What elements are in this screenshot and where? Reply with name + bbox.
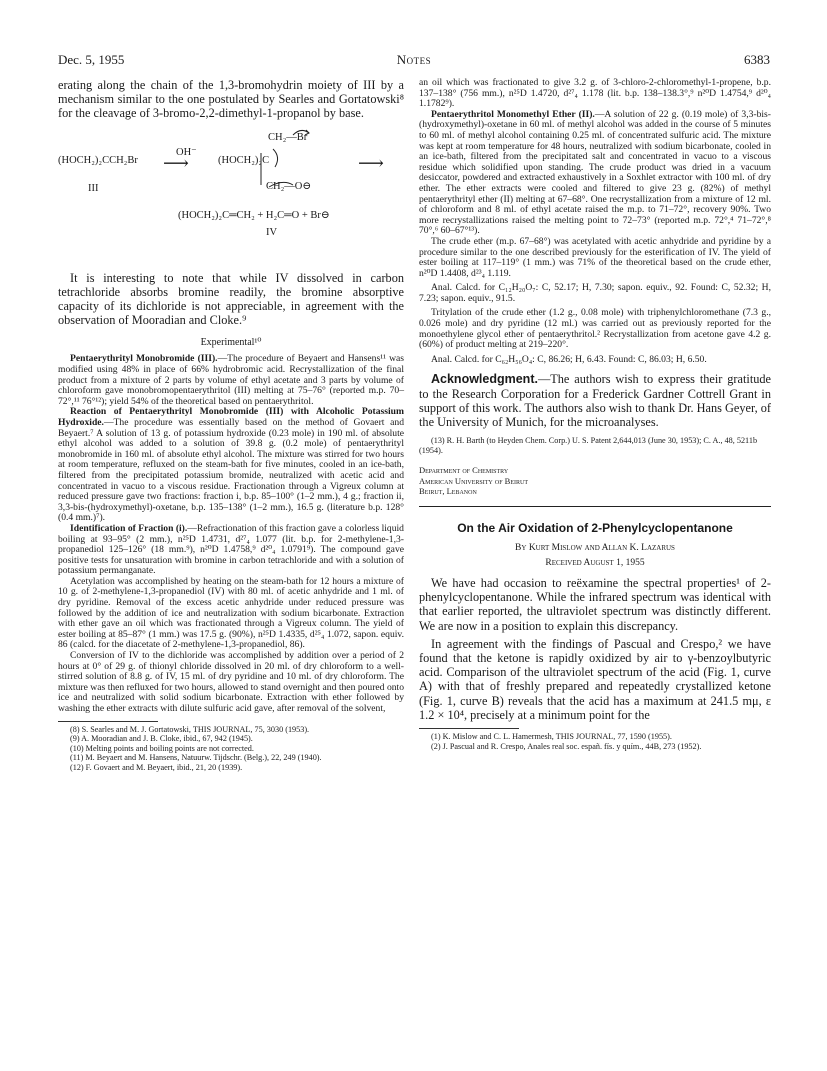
- article-authors: By Kurt Mislow and Allan K. Lazarus: [515, 542, 675, 553]
- analysis-2: Anal. Calcd. for C₆₂H₅₆O₄: C, 86.26; H, 6.43. Found: C, 86.03; H, 6.50.: [431, 353, 707, 365]
- header-date: Dec. 5, 1955: [58, 52, 125, 67]
- footnote-divider-right: [419, 728, 519, 729]
- article-title: On the Air Oxidation of 2-Phenylcyclopentanone: [457, 520, 733, 535]
- footnote-11: (11) M. Beyaert and M. Hansens, Natuurw. Tijdschr. (Belg.), 22, 249 (1940).: [70, 753, 322, 763]
- right-paragraph-2: [419, 110, 771, 237]
- left-column: [58, 78, 404, 773]
- scheme-label-iii: III: [88, 182, 99, 194]
- paragraph-2: It is interesting to note that while IV dissolved in carbon tetrachloride absorbs bromine readily, the bromine absorptive capacity of its dichloride is not appreciable, in agreement with the observation of Mooradian and Cloke.⁹: [58, 270, 404, 328]
- header-section: Notes: [396, 52, 432, 67]
- exp-2-text: —The procedure was essentially based on the method of Govaert and Beyaert.⁷ A solution of 13 g. of potassium hydroxide (0.23 mole) in 190 ml. of absolute ethyl alcohol was added to a solution of 39.8 g. (0.2 mole) of pentaerythrityl monobromide in 160 ml. of absolute ethyl alcohol. The mixture was stirred for two hours at room temperature, refluxed on the steam-bath for five minutes, cooled in an ice-bath, filtered from the precipitated potassium bromide, neutralized with acetic acid and concentrated in vacuo to a viscous residue. Fractionation through a Vigreux column at reduced pressure gave two fractions: fraction i, b.p. 85–100° (1–2 mm.), 4 g.; fraction ii, 3,3-bis-(hydroxymethyl)-oxetane, b.p. 135–138° (1–2 mm.), 16.5 g. (literature b.p. 128° (0.4 mm.)⁷).: [58, 416, 404, 524]
- exp-2-heading: Reaction of Pentaerythrityl Monobromide (III) with Alcoholic Potassium Hydroxide.: [58, 406, 404, 428]
- affiliation-dept: Department of Chemistry: [419, 465, 509, 476]
- footnote-9: (9) A. Mooradian and J. B. Cloke, ibid., 67, 942 (1945).: [70, 734, 253, 744]
- intro-paragraph: erating along the chain of the 1,3-bromohydrin moiety of III by a mechanism similar to the one postulated by Searles and Gortatowski⁸ for the cleavage of 3-bromo-2,2-dimethyl-1-propanol by base.: [58, 78, 404, 121]
- exp-paragraph-5: Conversion of IV to the dichloride was accomplished by addition over a period of 2 hours at 0° of 29 g. of thionyl chloride dissolved in 20 ml. of dry chloroform to a well-stirred solution of 8.8 g. of IV, 15 ml. of dry pyridine and 10 ml. of dry chloroform. The mixture was then refluxed for two hours, allowed to stand overnight and then poured onto ice and neutralized with solid sodium bicarbonate. Extraction with ether followed by washing the ether extracts with dilute sulfuric acid gave, after removal of the solvent,: [58, 650, 404, 715]
- electron-arrows-icon: [253, 127, 333, 202]
- scheme-label-iv: IV: [266, 226, 278, 238]
- article-divider: [419, 506, 771, 507]
- acknowledgment-text: —The authors wish to express their gratitude to the Research Corporation for a Frederick Gardner Cottrell Grant in support of this work. The authors also wish to thank Dr. Hans Geyer, of the University of Munich, for the microanalyses.: [419, 372, 771, 430]
- footnote-12: (12) F. Govaert and M. Beyaert, ibid., 21, 20 (1939).: [70, 762, 243, 772]
- right-2-heading: Pentaerythritol Monomethyl Ether (II).: [431, 108, 595, 120]
- page-header: [58, 52, 770, 70]
- article-paragraph-2: In agreement with the findings of Pascual and Crespo,² we have found that the ketone is rapidly oxidized by air to γ-benzoylbutyric acid. Comparison of the ultraviolet spectrum of the acid (Fig. 1, curve A) with that of freshly prepared and repeatedly crystallized ketone (Fig. 1, curve B) reveals that the acid has a maximum at 241.5 mμ, ε 1.2 × 10⁴, precisely at a minimum point for the: [419, 636, 771, 722]
- footnote-divider: [58, 721, 158, 722]
- footnote-13: (13) R. H. Barth (to Heyden Chem. Corp.) U. S. Patent 2,644,013 (June 30, 1953); C. A., 48, 5211b (1954).: [419, 436, 758, 455]
- footnote-1: (1) K. Mislow and C. L. Hamermesh, THIS JOURNAL, 77, 1590 (1955).: [431, 731, 672, 741]
- exp-1-text: —The procedure of Beyaert and Hansens¹¹ was modified using 48% in place of 66% hydrobromic acid. Recrystallization of the final product from a mixture of 2 parts by volume of ethyl acetate and 3 parts by volume of chloroform gave monobromopentaerythritol (III) melting at 75–76° (reported m.p. 70–72°,¹¹ 76°¹²); yield 54% of the theoretical based on pentaerythritol.: [58, 353, 405, 407]
- reaction-scheme: [58, 127, 404, 265]
- scheme-arrow-2: ⟶: [358, 152, 384, 173]
- scheme-reactant: (HOCH₂)₂CCH₂Br: [58, 154, 138, 166]
- footnote-8: (8) S. Searles and M. J. Gortatowski, THIS JOURNAL, 75, 3030 (1953).: [70, 724, 310, 734]
- scheme-intermediate-mid: (HOCH₂)₂C: [218, 154, 270, 166]
- article-paragraph-1: We have had occasion to reëxamine the spectral properties¹ of 2-phenylcyclopentanone. While the infrared spectrum was identical with that earlier reported, the ultraviolet spectrum was distinctly different. We are now in a position to explain this discrepancy.: [419, 575, 771, 633]
- footnote-10: (10) Melting points and boiling points are not corrected.: [70, 743, 254, 753]
- affiliation: [419, 465, 771, 497]
- right-2-text: —A solution of 22 g. (0.19 mole) of 3,3-bis-(hydroxymethyl)-oxetane in 60 ml. of methyl alcohol was added in the course of 5 minutes to 60 ml. of methyl alcohol containing 0.25 ml. of concentrated sulfuric acid. The mixture was kept at room temperature for 48 hours, neutralized with sodium bicarbonate, cooled in an ice-bath, filtered from the precipitated salt and concentrated in vacuo to a viscous residue which solidified upon standing. The crude product was dried in a vacuum desiccator, powdered and extracted exhaustively in a Soxhlet extractor with 100 ml. of dry ether. The ether extracts were cooled and filtered to give 23 g. (82%) of methyl pentaerythrityl ether (II) melting at 67–68°. One recrystallization from a mixture of 12 ml. of chloroform and 8 ml. of ethyl acetate raised the m.p. to 71–72°, recovery 90%. Two more recrystallizations raised the melting point to 72–73° (reported m.p. 72°,⁴ 71–72°,⁸ 70°,⁶ 60–67°¹³).: [419, 108, 771, 237]
- exp-paragraph-2: [58, 407, 404, 524]
- scheme-reagent: OH⁻: [176, 146, 197, 158]
- right-column: [419, 78, 771, 751]
- scheme-arrow-1: ⟶: [163, 152, 189, 173]
- right-paragraph-1: an oil which was fractionated to give 3.2 g. of 3-chloro-2-chloromethyl-1-propene, b.p. 137–138° (756 mm.), n²⁵D 1.4720, d²⁷₄ 1.178 (lit. b.p. 138–138.3°,⁹ n²⁰D 1.4754,⁹ d²⁰₄ 1.1782⁹).: [419, 77, 771, 110]
- exp-paragraph-1: [58, 354, 404, 407]
- header-page-number: 6383: [744, 52, 770, 67]
- right-paragraph-3: The crude ether (m.p. 67–68°) was acetylated with acetic anhydride and pyridine by a procedure similar to the one described previously for the esterification of IV. The yield of ester boiling at 117–119° (1 mm.) was 71% of the theoretical based on the crude ether, n²⁰D 1.4408, d²³₄ 1.119.: [419, 235, 771, 279]
- exp-3-heading: Identification of Fraction (i).: [70, 522, 188, 534]
- exp-paragraph-3: [58, 524, 404, 577]
- scheme-intermediate-bottom: CH₂—O⊖: [266, 180, 312, 192]
- affiliation-university: American University of Beirut: [419, 475, 528, 486]
- footnote-2: (2) J. Pascual and R. Crespo, Anales real soc. españ. fís. y quím., 44B, 273 (1952).: [431, 741, 702, 751]
- acknowledgment-heading: Acknowledgment.: [431, 372, 538, 387]
- affiliation-city: Beirut, Lebanon: [419, 486, 477, 497]
- exp-1-heading: Pentaerythrityl Monobromide (III).: [70, 353, 218, 365]
- right-paragraph-5: Tritylation of the crude ether (1.2 g., 0.08 mole) with triphenylchloromethane (7.3 g., 0.026 mole) and dry pyridine (12 ml.) was carried out as previously reported for the monoethylene glycol ether of pentaerythritol.² Recrystallization from acetone gave 4.2 g. (60%) of product melting at 219–220°.: [419, 307, 771, 351]
- scheme-products: (HOCH₂)₂C═CH₂ + H₂C═O + Br⊖: [178, 209, 330, 221]
- experimental-heading: Experimental¹⁰: [200, 337, 262, 349]
- analysis-1: Anal. Calcd. for C₁₂H₂₀O₇: C, 52.17; H, 7.30; sapon. equiv., 92. Found: C, 52.32; H, 7.23; sapon. equiv., 91.5.: [419, 282, 771, 304]
- article-received: Received August 1, 1955: [545, 557, 645, 568]
- exp-paragraph-4: Acetylation was accomplished by heating on the steam-bath for 12 hours a mixture of 10 g. of 2-methylene-1,3-propanediol (IV) with 80 ml. of acetic anhydride and 1 ml. of dry pyridine. Removal of the excess acetic anhydride under reduced pressure was followed by the addition of ice and neutralization with sodium bicarbonate. Extraction with ether gave an oil which was fractionated through a Vigreux column. The yield of ester boiling at 85–87° (1 mm.) was 17.5 g. (90%), n²⁵D 1.4335, d²⁵₄ 1.072, sapon. equiv. 86 (calcd. for the diacetate of 2-methylene-1,3-propanediol, 86).: [58, 575, 404, 651]
- scheme-intermediate-top: CH₂—Br: [268, 131, 308, 143]
- acknowledgment-paragraph: [419, 372, 771, 429]
- exp-3-text: —Refractionation of this fraction gave a colorless liquid boiling at 93–95° (2 mm.), n²⁵D 1.4731, d²⁷₄ 1.077 (lit. b.p. for 2-methylene-1,3-propanediol 125–126° (18 mm.⁹), n²⁰D 1.4758,⁹ d²⁰₄ 1.0791⁹). The compound gave positive tests for unsaturation with bromine in carbon tetrachloride and with a solution of potassium permanganate.: [58, 522, 404, 577]
